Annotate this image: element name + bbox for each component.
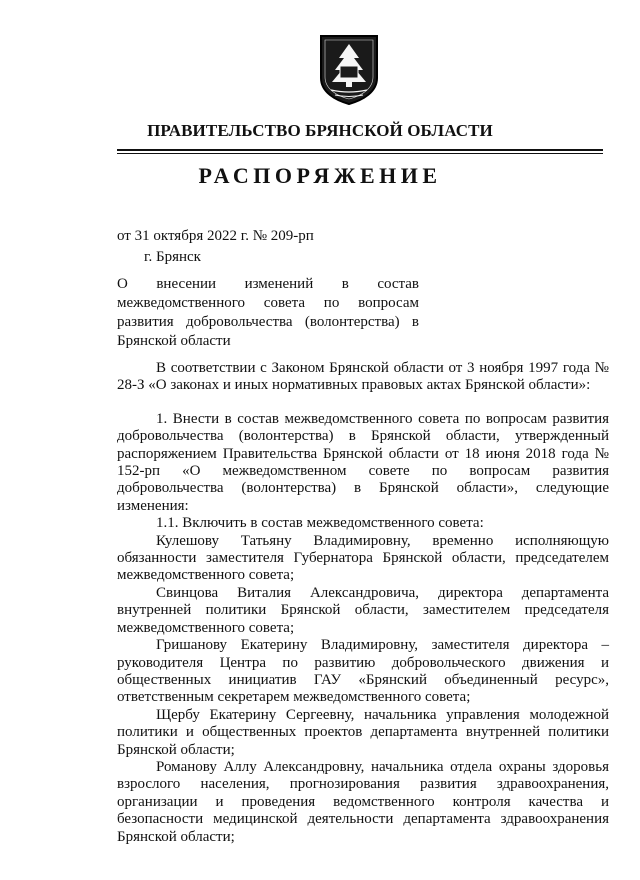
paragraph-preamble: В соответствии с Законом Брянской области от 3 ноября 1997 года № 28-З «О законах и иных нормативных правовых актах Брянской области»:	[117, 360, 609, 394]
paragraph-item-1-1: 1.1. Включить в состав межведомственного совета:	[156, 515, 484, 532]
paragraph-member: Романову Аллу Александровну, начальника отдела охраны здоровья взрослого населения, прогнозирования развития здравоохранения, организации и проведения ведомственного контроля качества и безопасности медицинской деятельности департамента здравоохранения Брянской области;	[117, 758, 609, 845]
paragraph-member: Гришанову Екатерину Владимировну, заместителя директора – руководителя Центра по развитию добровольческого движения и общественных инициатив ГАУ «Брянский объединенный ресурс», ответственным секретарем межведомственного совета;	[117, 637, 609, 706]
header-rule-thin	[117, 153, 603, 154]
government-title: ПРАВИТЕЛЬСТВО БРЯНСКОЙ ОБЛАСТИ	[147, 121, 493, 140]
document-subject: О внесении изменений в состав межведомственного совета по вопросам развития добровольчества (волонтерства) в Брянской области	[117, 276, 419, 349]
paragraph-member: Щербу Екатерину Сергеевну, начальника управления молодежной политики и общественных проектов департамента внутренней политики Брянской области;	[117, 706, 609, 758]
paragraph-member: Кулешову Татьяну Владимировну, временно исполняющую обязанности заместителя Губернатора Брянской области, председателем межведомственного совета;	[117, 532, 609, 584]
document-body	[117, 360, 609, 846]
document-date-number: от 31 октября 2022 г. № 209-рп	[117, 228, 314, 244]
document-type-title: РАСПОРЯЖЕНИЕ	[198, 163, 442, 188]
paragraph-member: Свинцова Виталия Александровича, директора департамента внутренней политики Брянской области, заместителем председателя межведомственного совета;	[117, 584, 609, 636]
header-rule-thick	[117, 149, 603, 151]
document-city: г. Брянск	[144, 249, 201, 265]
coat-of-arms-icon	[319, 34, 379, 106]
paragraph-item-1: 1. Внести в состав межведомственного совета по вопросам развития добровольчества (волонтерства) в Брянской области, утвержденный распоряжением Правительства Брянской области от 18 июня 2018 года № 152-рп «О межведомственном совете по вопросам развития добровольчества (волонтерства) в Брянской области», следующие изменения:	[117, 410, 609, 514]
